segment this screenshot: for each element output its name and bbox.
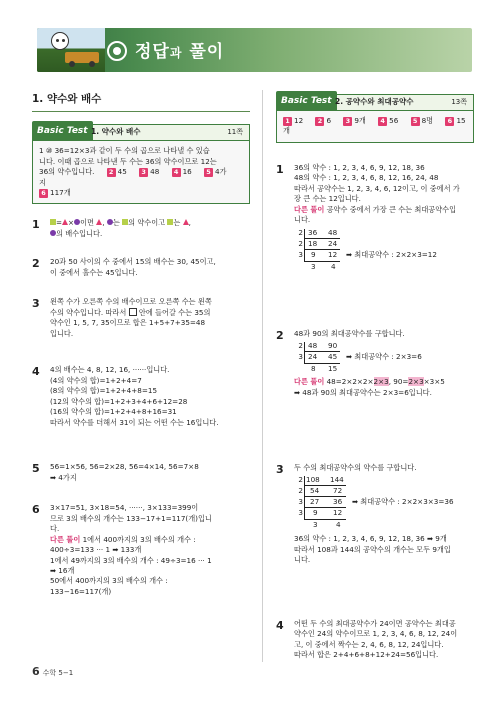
basic-test-body: [277, 111, 473, 142]
basic-test-box: [276, 94, 474, 143]
answer-number-badge: 2: [315, 117, 324, 126]
header-photo: [37, 28, 105, 72]
page-header: [37, 28, 472, 72]
basic-test-tab: Basic Test: [32, 121, 93, 141]
gcd-result: ➡ 최대공약수 : 2×2×3×3=36: [352, 497, 454, 507]
problem-3: 3 왼쪽 수가 오른쪽 수의 배수이므로 오른쪽 수는 왼쪽 수의 약수입니다. 따라서 안에 들어갈 수는 35의 약수인 1, 5, 7, 35이므로 합은 1+5+7+35=48 입니다.: [32, 297, 212, 338]
column-divider: [262, 90, 263, 662]
wheel-icon: [69, 61, 75, 67]
basic-test-header: [33, 125, 249, 141]
wheel-icon: [89, 61, 95, 67]
problem-3: 3 두 수의 최대공약수의 약수를 구합니다. 2 108 144 2 54 72 3 27 36 3 9 12 3 4 ➡ 최대공약수 : 2×2×3×3=36 36의 약수 : 1, 2, 3, 4, 6, 9, 12, 18, 36 ➡ 9개 따라서 108과 144의 공약수의 개수는 모두 9개입 니다.: [276, 463, 474, 566]
answer-number-badge: 6: [39, 189, 48, 198]
answer-number-badge: 4: [172, 168, 181, 177]
basic-test-page: 11쪽: [227, 128, 243, 137]
alt-solution-label: 다른 풀이: [50, 534, 81, 544]
alt-solution-label: 다른 풀이: [294, 377, 325, 387]
answer-text: 니다. 이때 곱으로 나타낸 두 수는 36의 약수이므로 12는: [39, 156, 217, 166]
answer-row: 36의 약수입니다. 2 45 3 48 4 16 5 4가지: [39, 167, 227, 187]
right-problems: [276, 143, 474, 683]
basic-test-unit: 1. 약수와 배수: [91, 127, 141, 137]
answer-number-badge: 6: [445, 117, 454, 126]
answer-number-badge: 5: [411, 117, 420, 126]
basic-test-page: 13쪽: [451, 98, 467, 106]
left-problems: [32, 204, 250, 707]
basic-test-box: [32, 124, 250, 204]
answer-row: 1 12 2 6 3 9개 4 56 5 8명 6 15개: [283, 116, 466, 136]
problem-5: 5 56=1×56, 56=2×28, 56=4×14, 56=7×8 ➡ 4가지: [32, 462, 199, 482]
basic-test-unit: 2. 공약수와 최대공약수: [335, 97, 414, 106]
answer-text: 1 ⑩ 36=12×3과 같이 두 수의 곱으로 나타낼 수 있습: [39, 146, 210, 156]
page-title: 정답과 풀이: [135, 42, 225, 62]
page-number: 6: [32, 665, 40, 678]
right-column: [276, 94, 474, 683]
problem-4: 4 4의 배수는 4, 8, 12, 16, ······입니다. (4의 약수의 합)=1+2+4=7 (8의 약수의 합)=1+2+4+8=15 (12의 약수의 합)=1+2+3+4+6+12=28 (16의 약수의 합)=1+2+4+8+16=31 따라서 약수를 더해서 31이 되는 어떤 수는 16입니다.: [32, 365, 219, 427]
answer-row: 6 117개: [39, 188, 243, 198]
left-column: [32, 92, 250, 707]
target-icon: [107, 41, 127, 61]
answer-number-badge: 3: [343, 117, 352, 126]
division-ladder: 2 36 48 2 18 24 3 9 12 3 4 ➡ 최대공약수 : 2×2×3=12: [298, 227, 437, 271]
footer-label: 수학 5−1: [42, 669, 74, 677]
blank-box-icon: [129, 308, 137, 316]
gcd-result: ➡ 최대공약수 : 2×2×3=12: [346, 249, 437, 259]
problem-4: 4 어떤 두 수의 최대공약수가 24이면 공약수는 최대공 약수인 24의 약수이므로 1, 2, 3, 4, 6, 8, 12, 24이 고, 이 중에서 짝수는 2, 4, 6, 8, 12, 24입니다. 따라서 합은 2+4+6+8+12+24=56입니다.: [276, 618, 458, 660]
page-footer: [32, 664, 73, 680]
basic-test-tab: Basic Test: [276, 91, 337, 111]
problem-6: 6 3×17=51, 3×18=54, ······, 3×133=399이 므로 3의 배수의 개수는 133−17+1=117(개)입니 다. 다른 풀이 1에서 400까지의 3의 배수의 개수 : 400÷3=133 ··· 1 ➡ 133개 1에서 49까지의 3의 배수의 개수 : 49÷3=16 ··· 1 ➡ 16개 50에서 400까지의 3의 배수의 개수 : 133−16=117(개): [32, 503, 212, 596]
section-title: 1. 약수와 배수: [32, 92, 250, 112]
answer-number-badge: 4: [378, 117, 387, 126]
problem-1: 1 = × 이면 , 는 의 약수이고 는 , 의 배수입니다.: [32, 218, 191, 238]
answer-number-badge: 2: [107, 168, 116, 177]
problem-1: 1 36의 약수 : 1, 2, 3, 4, 6, 9, 12, 18, 36 48의 약수 : 1, 2, 3, 4, 6, 8, 12, 16, 24, 48 따라서 공약수는 1, 2, 3, 4, 6, 12이고, 이 중에서 가 장 큰 수는 12입니다. 다른 풀이 공약수 중에서 가장 큰 수는 최대공약수입 니다. 2 36 48 2 18 24 3 9 12 3 4 ➡ 최대공약수 : 2×2×3=12: [276, 163, 474, 276]
answer-number-badge: 1: [283, 117, 292, 126]
basic-test-body: [33, 141, 249, 203]
answer-number-badge: 3: [139, 168, 148, 177]
mascot-icon: [51, 32, 69, 50]
problem-2: 2 20과 50 사이의 수 중에서 15의 배수는 30, 45이고, 이 중에서 홀수는 45입니다.: [32, 257, 216, 277]
gcd-result: ➡ 최대공약수 : 2×3=6: [346, 352, 422, 362]
alt-solution-label: 다른 풀이: [294, 204, 325, 214]
division-ladder: 2 48 90 3 24 45 8 15 ➡ 최대공약수 : 2×3=6: [298, 341, 422, 374]
basic-test-header: [277, 95, 473, 111]
problem-2: 2 48과 90의 최대공약수를 구합니다. 2 48 90 3 24 45 8 15 ➡ 최대공약수 : 2×3=6 다른 풀이 48=2×2×2×2×3, 90=2×3×3×5 ➡ 48과 90의 최대공약수는 2×3=6입니다.: [276, 329, 474, 398]
division-ladder: 2 108 144 2 54 72 3 27 36 3 9 12 3 4 ➡ 최대공약수 : 2×2×3×3=36: [298, 475, 454, 530]
answer-number-badge: 5: [204, 168, 213, 177]
